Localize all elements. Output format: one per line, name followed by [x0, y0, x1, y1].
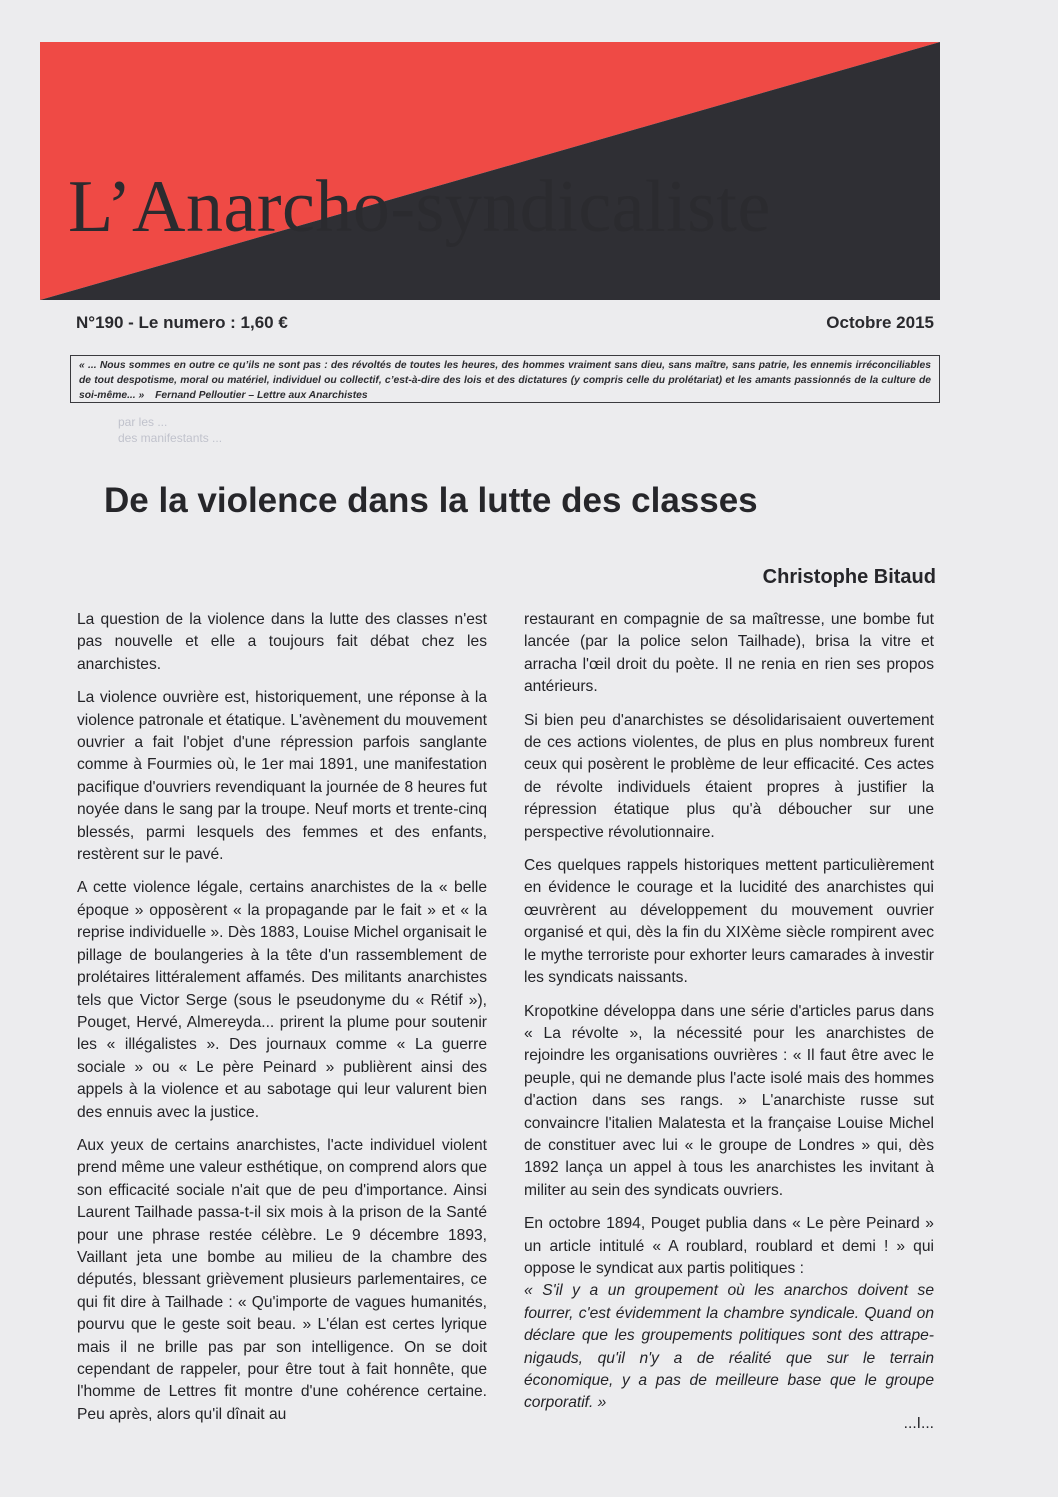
epigraph-attribution: Fernand Pelloutier – Lettre aux Anarchistes — [155, 390, 368, 401]
paragraph: Aux yeux de certains anarchistes, l'acte individuel violent prend même une valeur esthétique, on comprend alors que son efficacité sociale n'ait que de peu d'importance. Ainsi Laurent Tailhade passa-t-il six mois à la prison de la Santé pour une phrase restée célèbre. Le 9 décembre 1893, Vaillant jeta une bombe au milieu de la chambre des députés, blessant grièvement plusieurs parlementaires, ce qui fit dire à Tailhade : « Qu'importe de vagues humanités, pourvu que le geste soit beau. » L'élan est certes lyrique mais il ne brille pas par son intelligence. On se doit cependant de rappeler, pour être tout à fait honnête, que l'homme de Lettres fit montre d'une cohérence certaine. Peu après, alors qu'il dînait au — [77, 1136, 487, 1423]
show-through-line-2: des manifestants ... — [118, 431, 223, 445]
paragraph: A cette violence légale, certains anarchistes de la « belle époque » opposèrent « la propagande par le fait » et « la reprise individuelle ». Dès 1883, Louise Michel organisait le pillage de boulangeries à la tête d'un rassemblement de prolétaires littéralement affamés. Des militants anarchistes tels que Victor Serge (sous le pseudonyme du « Rétif »), Pouget, Hervé, Almereyda... prirent la plume pour soutenir les « illégalistes ». Des journaux comme « La guerre sociale » ou « Le père Peinard » publièrent ainsi des appels à la violence et au sabotage qui leur valurent bien des ennuis avec la justice. — [77, 879, 487, 1121]
masthead-banner — [40, 42, 940, 300]
issue-number-price: N°190 - Le numero : 1,60 € — [76, 313, 288, 332]
pouget-quote: « S'il y a un groupement où les anarchos doivent se fourrer, c'est évidemment la chambre syndicale. Quand on déclare que les groupements politiques sont des attrape-nigauds, qu'il n'y a de réalité que sur le terrain économique, y a pas de meilleure base que le groupe corporatif. » — [524, 1282, 934, 1412]
issue-info-line — [76, 313, 936, 337]
quote-ellipsis: ...I... — [903, 1414, 934, 1432]
paragraph: En octobre 1894, Pouget publia dans « Le père Peinard » un article intitulé « A roublard, roublard et demi ! » qui oppose le syndicat aux partis politiques : — [524, 1215, 934, 1277]
article-column-left — [77, 609, 487, 1437]
show-through-text — [118, 414, 538, 456]
paragraph: Ces quelques rappels historiques mettent particulièrement en évidence le courage et la lucidité des anarchistes qui œuvrèrent au développement du mouvement ouvrier organisé et qui, dès la fin du XIXème siècle rompirent avec le mythe terroriste pour exhorter leurs camarades à investir les syndicats naissants. — [524, 857, 934, 987]
article-author: Christophe Bitaud — [762, 566, 936, 588]
show-through-line-1: par les ... — [118, 415, 168, 429]
article-headline: De la violence dans la lutte des classes — [104, 481, 758, 520]
article-column-right — [524, 609, 934, 1446]
masthead-title: L’Anarcho-syndicaliste — [68, 166, 771, 248]
epigraph-box — [70, 355, 940, 403]
paragraph: restaurant en compagnie de sa maîtresse, une bombe fut lancée (par la police selon Tailhade), brisa la vitre et arracha l'œil droit du poète. Il ne renia en rien ses propos antérieurs. — [524, 611, 934, 696]
paragraph: La violence ouvrière est, historiquement, une réponse à la violence patronale et étatique. L'avènement du mouvement ouvrier a fait l'objet d'une répression parfois sanglante comme à Fourmies où, le 1er mai 1891, une manifestation pacifique d'ouvriers revendiquant la journée de 8 heures fut noyée dans le sang par la troupe. Neuf morts et trente-cinq blessés, parmi lesquels des femmes et des enfants, restèrent sur le pavé. — [77, 689, 487, 864]
paragraph: La question de la violence dans la lutte des classes n'est pas nouvelle et elle a toujours fait débat chez les anarchistes. — [77, 611, 487, 673]
epigraph-text: « ... Nous sommes en outre ce qu’ils ne sont pas : des révoltés de toutes les heures, des hommes vraiment sans dieu, sans maître, sans patrie, les ennemis irréconciliables de tout despotisme, moral ou matériel, individuel ou collectif, c’est-à-dire des lois et des dictatures (y compris celle du prolétariat) et les amants passionnés de la culture de soi-même... » — [79, 360, 931, 401]
paragraph: Si bien peu d'anarchistes se désolidarisaient ouvertement de ces actions violentes, de plus en plus nombreux furent ceux qui posèrent le problème de leur efficacité. Ces actes de révolte individuels étaient propres à justifier la répression étatique plus qu'à déboucher sur une perspective révolutionnaire. — [524, 711, 934, 841]
issue-date: Octobre 2015 — [826, 313, 934, 332]
paragraph: Kropotkine développa dans une série d'articles parus dans « La révolte », la nécessité pour les anarchistes de rejoindre les organisations ouvrières : « Il faut être avec le peuple, qui ne demande plus l'acte isolé mais des hommes d'action dans ses rangs. » L'anarchiste russe sut convaincre l'italien Malatesta et la française Louise Michel de constituer avec lui « le groupe de Londres » qui, dès 1892 lança un appel à tous les anarchistes les invitant à militer au sein des syndicats ouvriers. — [524, 1002, 934, 1199]
